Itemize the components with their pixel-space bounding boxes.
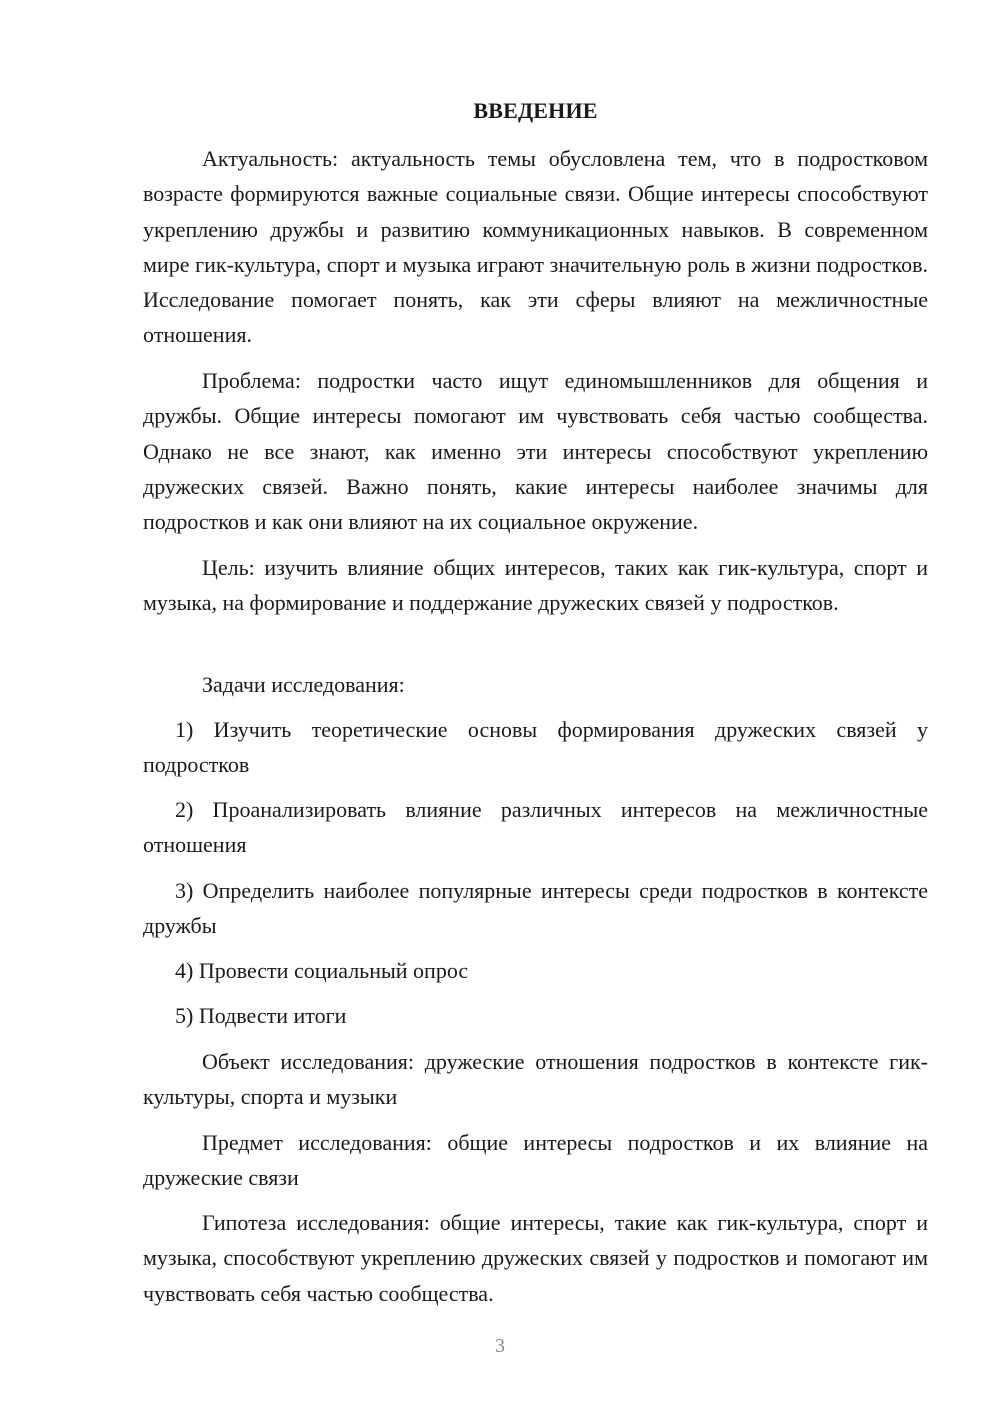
page-number: 3: [495, 1335, 505, 1357]
task-item-2: 2) Проанализировать влияние различных интересов на межличностные отношения: [143, 797, 928, 858]
task-item-3: 3) Определить наиболее популярные интересы среди подростков в контексте дружбы: [143, 878, 928, 939]
object-paragraph: Объект исследования: дружеские отношения подростков в контексте гик-культуры, спорта и музыки: [143, 1049, 928, 1110]
task-item-1: 1) Изучить теоретические основы формирования дружеских связей у подростков: [143, 717, 928, 778]
section-title: ВВЕДЕНИЕ: [473, 98, 598, 123]
subject-paragraph: Предмет исследования: общие интересы подростков и их влияние на дружеские связи: [143, 1130, 928, 1191]
tasks-heading: Задачи исследования:: [202, 672, 405, 697]
task-item-4: 4) Провести социальный опрос: [175, 958, 469, 983]
goal-paragraph: Цель: изучить влияние общих интересов, таких как гик-культура, спорт и музыка, на формирование и поддержание дружеских связей у подростков.: [143, 555, 928, 616]
problem-paragraph: Проблема: подростки часто ищут единомышленников для общения и дружбы. Общие интересы помогают им чувствовать себя частью сообщества. Однако не все знают, как именно эти интересы способствуют укреплению дружеских связей. Важно понять, какие интересы наиболее значимы для подростков и как они влияют на их социальное окружение.: [143, 368, 928, 535]
relevance-paragraph: Актуальность: актуальность темы обусловлена тем, что в подростковом возрасте формируются важные социальные связи. Общие интересы способствуют укреплению дружбы и развитию коммуникационных навыков. В современном мире гик-культура, спорт и музыка играют значительную роль в жизни подростков. Исследование помогает понять, как эти сферы влияют на межличностные отношения.: [143, 146, 928, 348]
task-item-5: 5) Подвести итоги: [175, 1003, 347, 1028]
hypothesis-paragraph: Гипотеза исследования: общие интересы, такие как гик-культура, спорт и музыка, способствуют укреплению дружеских связей у подростков и помогают им чувствовать себя частью сообщества.: [143, 1210, 928, 1306]
